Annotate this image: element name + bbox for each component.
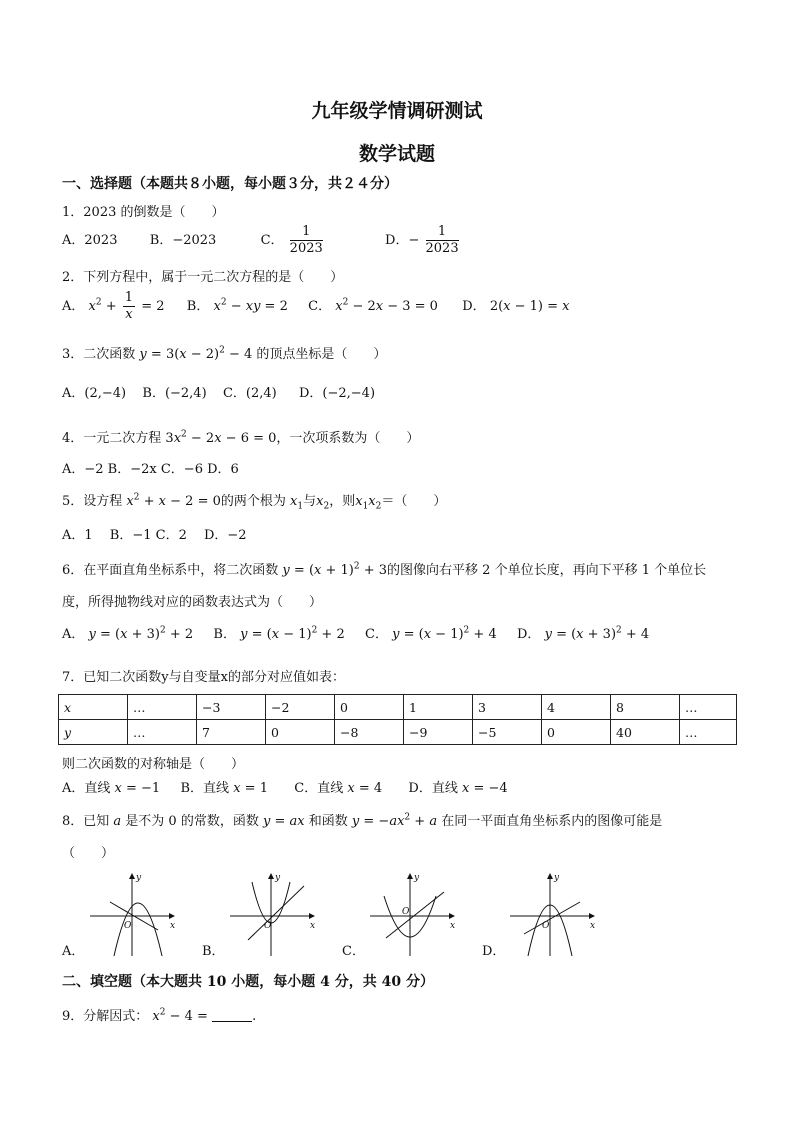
q4-options: A．−2 B．−2x C．−6 D．6	[62, 462, 239, 477]
table-cell: −8	[335, 720, 404, 745]
q6-option-c-expr: $y = (x - 1)^2 + 4$	[392, 625, 497, 642]
graph-c-x-label: x	[450, 921, 456, 931]
q5-equation-expr: $x^2 + x - 2 = 0$	[126, 492, 221, 509]
q2-stem: 2．下列方程中，属于一元二次方程的是（ ）	[62, 270, 344, 285]
q7-option-a-expr: x = −1	[114, 781, 161, 796]
q3-option-d: D．(−2,−4)	[298, 386, 376, 401]
table-cell: 7	[197, 720, 266, 745]
q7-row-y	[59, 720, 737, 745]
q8-graph-c	[370, 874, 454, 956]
q3-option-a: A．(2,−4)	[62, 386, 127, 401]
graph-a-x-label: x	[170, 921, 176, 931]
graph-d-origin: O	[542, 921, 550, 931]
q1-option-b: B．−2023	[149, 233, 217, 248]
q3-stem: 3．二次函数 $y = 3(x - 2)^2 - 4$ 的顶点坐标是（ ）	[62, 345, 387, 362]
table-cell: 4	[542, 695, 611, 720]
q2-option-d-expr: 2(x − 1) = x	[489, 299, 570, 314]
q5-stem: 5．设方程 $x^2 + x - 2 = 0$的两个根为 $x_1$与$x_2$，则$x_1x_2=$（ ）	[62, 492, 447, 512]
graph-a-y-label: y	[136, 873, 142, 883]
table-cell: y	[59, 720, 128, 745]
q9-stem: 9．分解因式： $x^2 - 4$ = .	[62, 1007, 257, 1024]
q2-option-d-label: D．	[462, 299, 486, 314]
q1-stem: 1．2023 的倒数是（ ）	[62, 205, 225, 220]
q8-label-c: C．	[342, 944, 365, 959]
q7-value-table	[58, 694, 737, 745]
q8-label-a: A．	[62, 944, 85, 959]
table-cell: …	[128, 695, 197, 720]
q8-graph-b	[230, 874, 314, 956]
table-cell: −9	[404, 720, 473, 745]
q7-options: A．直线 x = −1 B．直线 x = 1 C．直线 x = 4 D．直线 x = −4	[62, 781, 508, 796]
q8-graph-d	[510, 874, 594, 956]
q8-graph-a	[90, 874, 174, 956]
q6-option-d-expr: $y = (x + 3)^2 + 4$	[544, 625, 650, 642]
q7-stem: 7．已知二次函数y与自变量x的部分对应值如表：	[62, 670, 345, 685]
q2-option-c-label: C．	[308, 299, 332, 314]
q8-label-b: B．	[202, 944, 225, 959]
q1-option-d-label: D．−	[385, 233, 420, 248]
table-cell: −3	[197, 695, 266, 720]
exam-subtitle: 数学试题	[358, 143, 435, 165]
q8-linear-expr: y = ax	[262, 814, 305, 829]
q3-options	[62, 382, 375, 401]
q6-options: A． $y = (x + 3)^2 + 2$ B． $y = (x - 1)^2 + 2$ C． $y = (x - 1)^2 + 4$ D． $y = (x + 3)^2 + 4$	[62, 625, 650, 642]
q3-option-b: B．(−2,4)	[142, 386, 207, 401]
q2-option-c-expr: $x^2 - 2x - 3 = 0$	[335, 297, 438, 314]
q6-stem-line2: 度，所得抛物线对应的函数表达式为（ ）	[62, 595, 323, 610]
q8-answer-paren: （ ）	[62, 846, 115, 861]
table-cell: −2	[266, 695, 335, 720]
table-cell: 40	[611, 720, 680, 745]
table-cell: 8	[611, 695, 680, 720]
graph-b-y-label: y	[275, 873, 281, 883]
q4-stem: 4．一元二次方程 $3x^2 - 2x - 6 = 0$，一次项系数为（ ）	[62, 429, 420, 446]
q8-label-d: D．	[482, 944, 506, 959]
q7-option-d-expr: x = −4	[461, 781, 508, 796]
table-cell: 0	[542, 720, 611, 745]
q2-option-a-label: A．	[62, 299, 85, 314]
table-cell: …	[680, 720, 737, 745]
q6-function-expr: $y = (x + 1)^2 + 3$	[282, 561, 388, 578]
q7-option-b-expr: x = 1	[233, 781, 268, 796]
table-cell: −5	[473, 720, 542, 745]
q4-equation-expr: $3x^2 - 2x - 6 = 0$	[161, 429, 277, 446]
q2-option-b-expr: $x^2$ − xy = 2	[213, 297, 288, 314]
graph-c-y-label: y	[414, 873, 420, 883]
section-1-heading: 一、选择题（本题共８小题，每小题３分，共２４分）	[62, 176, 398, 192]
q2-option-a-expr: $x^2$ + $\frac{1}{x}$ = 2	[88, 290, 165, 322]
q7-option-c-expr: x = 4	[347, 781, 383, 796]
q1-option-a: A．2023	[62, 233, 118, 248]
q7-row-x	[59, 695, 737, 720]
table-cell: 0	[266, 720, 335, 745]
table-cell: 3	[473, 695, 542, 720]
q8-stem: 8．已知 a 是不为 0 的常数，函数 y = ax 和函数 $y = -ax^2 + a$ 在同一平面直角坐标系内的图像可能是	[62, 812, 663, 829]
q2-option-b-label: B．	[186, 299, 210, 314]
table-cell: …	[128, 720, 197, 745]
q6-stem-line1: 6．在平面直角坐标系中，将二次函数 $y = (x + 1)^2 + 3$的图像向右平移 2 个单位长度，再向下平移 1 个单位长	[62, 561, 707, 578]
q1-option-c-fraction: $\frac{1}{2023}$	[289, 224, 323, 256]
table-cell: 1	[404, 695, 473, 720]
graph-d-y-label: y	[554, 873, 560, 883]
q5-options: A．1 B．−1 C．2 D．−2	[62, 528, 247, 543]
q6-option-b-expr: $y = (x - 1)^2 + 2$	[240, 625, 345, 642]
graph-b-origin: O	[264, 921, 272, 931]
q3-function-expr: $y = 3(x - 2)^2 - 4$	[139, 345, 257, 362]
graph-d-x-label: x	[590, 921, 596, 931]
q9-expr: $x^2 - 4$ =	[152, 1007, 213, 1024]
q8-quadratic-expr: $y = -ax^2 + a$	[351, 812, 438, 829]
q9-answer-blank[interactable]	[212, 1007, 252, 1022]
graph-b-x-label: x	[310, 921, 316, 931]
q7-follow-up: 则二次函数的对称轴是（ ）	[62, 757, 245, 772]
table-cell: x	[59, 695, 128, 720]
section-2-heading: 二、填空题（本大题共 10 小题，每小题 4 分，共 40 分）	[62, 974, 434, 990]
q1-option-d-fraction: $\frac{1}{2023}$	[425, 224, 459, 256]
graph-c-origin: O	[402, 907, 410, 917]
table-cell: 0	[335, 695, 404, 720]
q3-option-c: C．(2,4)	[222, 386, 277, 401]
q1-option-c-label: C．	[260, 233, 284, 248]
graph-a-origin: O	[124, 921, 132, 931]
q6-option-a-expr: $y = (x + 3)^2 + 2$	[88, 625, 194, 642]
table-cell: …	[680, 695, 737, 720]
q1-options	[62, 224, 461, 257]
q2-options	[62, 290, 570, 323]
exam-title: 九年级学情调研测试	[311, 100, 483, 122]
